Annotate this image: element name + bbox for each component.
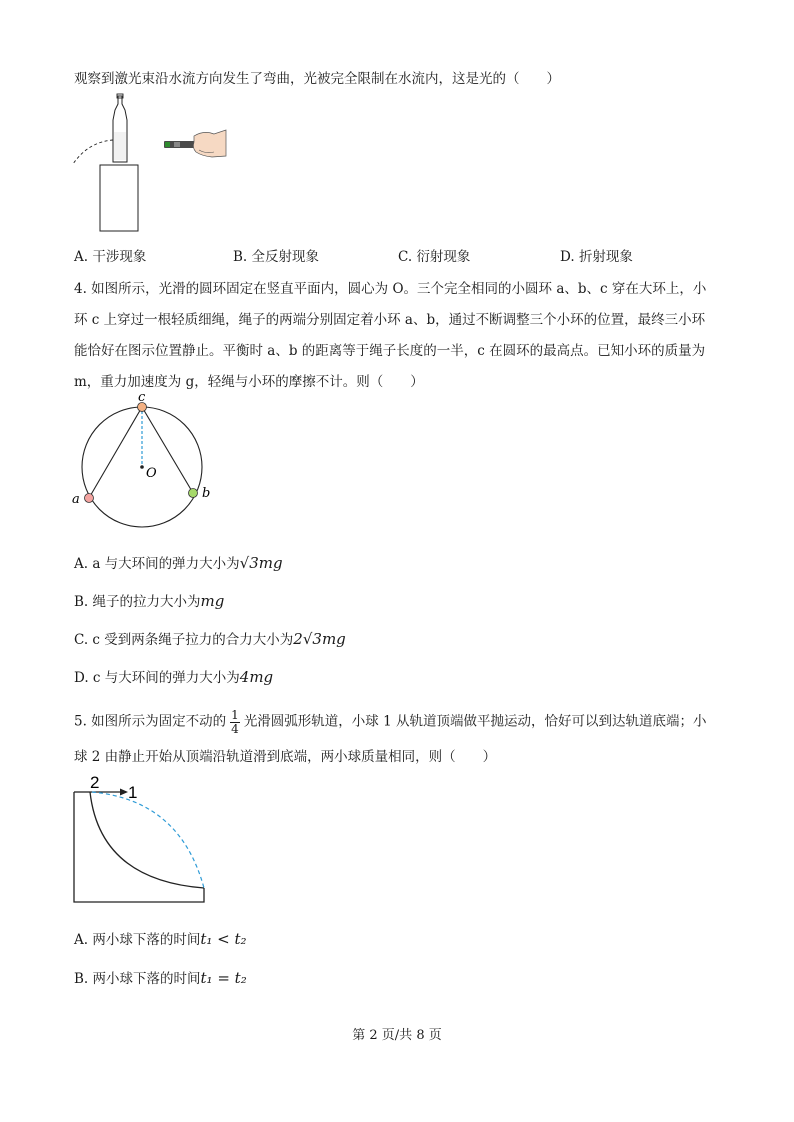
label-c: c	[138, 390, 146, 405]
q4-stem-line-3: 能恰好在图示位置静止。平衡时 a、b 的距离等于绳子长度的一半，c 在圆环的最高点。已知小环的质量为	[74, 343, 706, 359]
q4-stem-line-4: m，重力加速度为 g，轻绳与小环的摩擦不计。则（ ）	[74, 374, 424, 390]
q3-option-b: B. 全反射现象	[233, 249, 320, 265]
q5-stem-line-1: 5. 如图所示为固定不动的 $\frac{1}{4}$ 光滑圆弧形轨道，小球 1 从轨道顶端做平抛运动，恰好可以到达轨道底端；小	[74, 708, 707, 736]
q5-option-a: A. 两小球下落的时间t₁ < t₂	[74, 930, 247, 948]
q4-option-b: B. 绳子的拉力大小为mg	[74, 592, 225, 610]
q3-figure-bottle-laser	[66, 94, 236, 234]
q4-option-c: C. c 受到两条绳子拉力的合力大小为2√3mg	[74, 630, 346, 648]
water-stream-dashed	[73, 140, 113, 164]
q4-stem-line-2: 环 c 上穿过一根轻质细绳，绳子的两端分别固定着小环 a、b，通过不断调整三个小环的位置，最终三小环	[74, 312, 706, 328]
q5-stem-line-2: 球 2 由静止开始从顶端沿轨道滑到底端，两小球质量相同，则（ ）	[74, 749, 497, 765]
q5-option-b: B. 两小球下落的时间t₁ = t₂	[74, 969, 247, 987]
ring-a	[85, 494, 94, 503]
q3-stem: 观察到激光束沿水流方向发生了弯曲，光被完全限制在水流内，这是光的（ ）	[74, 71, 560, 87]
label-1: 1	[128, 783, 138, 802]
q5-figure-track	[70, 770, 220, 910]
q3-option-a: A. 干涉现象	[74, 249, 147, 265]
q4-figure-ring	[66, 390, 226, 520]
label-b: b	[202, 486, 211, 501]
q4-option-a: A. a 与大环间的弹力大小为√3mg	[74, 554, 283, 572]
page-footer: 第 2 页/共 8 页	[352, 1028, 442, 1043]
label-o: O	[146, 466, 157, 481]
center-point-o	[140, 465, 144, 469]
ring-b	[189, 489, 198, 498]
arrow-head-icon	[120, 789, 128, 796]
label-a: a	[72, 492, 80, 507]
quarter-arc-track	[90, 792, 204, 888]
q3-option-d: D. 折射现象	[560, 249, 633, 265]
hand-icon	[193, 130, 226, 157]
stand-box	[100, 165, 138, 231]
label-2: 2	[90, 773, 100, 792]
fraction-quarter: $\frac{1}{4}$	[231, 708, 239, 736]
q4-stem-line-1: 4. 如图所示，光滑的圆环固定在竖直平面内，圆心为 O。三个完全相同的小圆环 a、b、c 穿在大环上，小	[74, 281, 707, 297]
projectile-path-dashed	[92, 792, 204, 888]
q4-option-d: D. c 与大环间的弹力大小为4mg	[74, 668, 274, 686]
q3-option-c: C. 衍射现象	[398, 249, 471, 265]
rope-left	[89, 407, 142, 498]
